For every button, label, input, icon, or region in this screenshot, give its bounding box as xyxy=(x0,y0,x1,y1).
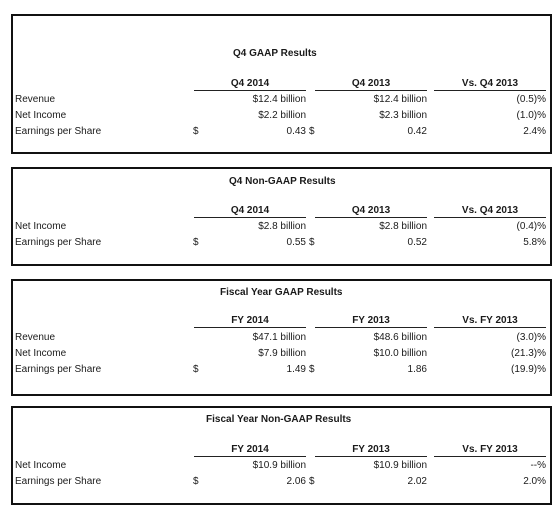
row-label: Earnings per Share xyxy=(15,126,102,137)
dollar-sign: $ xyxy=(193,364,199,375)
table-cell: $48.6 billion xyxy=(373,332,427,343)
table-cell: 0.55 xyxy=(286,237,306,248)
table-cell: 1.49 xyxy=(286,364,306,375)
table-cell: $10.9 billion xyxy=(373,460,427,471)
table-cell: 0.52 xyxy=(407,237,427,248)
table-cell: 2.0% xyxy=(523,476,546,487)
table-cell: 0.42 xyxy=(407,126,427,137)
table-cell: (0.4)% xyxy=(516,221,546,232)
table-cell: $2.8 billion xyxy=(379,221,427,232)
row-label: Revenue xyxy=(15,94,56,105)
column-header: Vs. FY 2013 xyxy=(434,315,546,328)
column-header: FY 2013 xyxy=(315,315,427,328)
panel-title: Q4 Non-GAAP Results xyxy=(229,176,336,187)
fy-non-gaap-panel xyxy=(11,406,552,505)
column-header: Q4 2014 xyxy=(194,205,306,218)
dollar-sign: $ xyxy=(193,237,199,248)
table-cell: $10.0 billion xyxy=(373,348,427,359)
column-header: FY 2014 xyxy=(194,444,306,457)
q4-gaap-panel xyxy=(11,14,552,154)
column-header: Vs. Q4 2013 xyxy=(434,78,546,91)
row-label: Net Income xyxy=(15,348,67,359)
q4-non-gaap-panel xyxy=(11,167,552,266)
column-header: FY 2013 xyxy=(315,444,427,457)
dollar-sign: $ xyxy=(309,476,315,487)
dollar-sign: $ xyxy=(193,126,199,137)
row-label: Net Income xyxy=(15,110,67,121)
dollar-sign: $ xyxy=(193,476,199,487)
table-cell: 0.43 xyxy=(286,126,306,137)
table-cell: 1.86 xyxy=(407,364,427,375)
column-header: Vs. FY 2013 xyxy=(434,444,546,457)
table-cell: --% xyxy=(530,460,546,471)
panel-title: Fiscal Year GAAP Results xyxy=(220,287,343,298)
fy-gaap-panel xyxy=(11,279,552,396)
dollar-sign: $ xyxy=(309,237,315,248)
row-label: Earnings per Share xyxy=(15,237,102,248)
table-cell: (0.5)% xyxy=(516,94,546,105)
column-header: Q4 2014 xyxy=(194,78,306,91)
table-cell: (3.0)% xyxy=(516,332,546,343)
column-header: FY 2014 xyxy=(194,315,306,328)
table-cell: (19.9)% xyxy=(510,364,546,375)
table-cell: $12.4 billion xyxy=(252,94,306,105)
table-cell: 2.4% xyxy=(523,126,546,137)
row-label: Earnings per Share xyxy=(15,364,102,375)
table-cell: $2.3 billion xyxy=(379,110,427,121)
panel-title: Q4 GAAP Results xyxy=(233,48,317,59)
row-label: Revenue xyxy=(15,332,56,343)
column-header: Vs. Q4 2013 xyxy=(434,205,546,218)
table-cell: $47.1 billion xyxy=(252,332,306,343)
column-header: Q4 2013 xyxy=(315,78,427,91)
table-cell: $7.9 billion xyxy=(258,348,306,359)
table-cell: 5.8% xyxy=(523,237,546,248)
dollar-sign: $ xyxy=(309,364,315,375)
panel-title: Fiscal Year Non-GAAP Results xyxy=(206,414,352,425)
row-label: Net Income xyxy=(15,221,67,232)
dollar-sign: $ xyxy=(309,126,315,137)
table-cell: $10.9 billion xyxy=(252,460,306,471)
row-label: Earnings per Share xyxy=(15,476,102,487)
table-cell: (21.3)% xyxy=(510,348,546,359)
table-cell: $12.4 billion xyxy=(373,94,427,105)
table-cell: 2.06 xyxy=(286,476,306,487)
row-label: Net Income xyxy=(15,460,67,471)
table-cell: $2.8 billion xyxy=(258,221,306,232)
column-header: Q4 2013 xyxy=(315,205,427,218)
table-cell: $2.2 billion xyxy=(258,110,306,121)
table-cell: (1.0)% xyxy=(516,110,546,121)
table-cell: 2.02 xyxy=(407,476,427,487)
